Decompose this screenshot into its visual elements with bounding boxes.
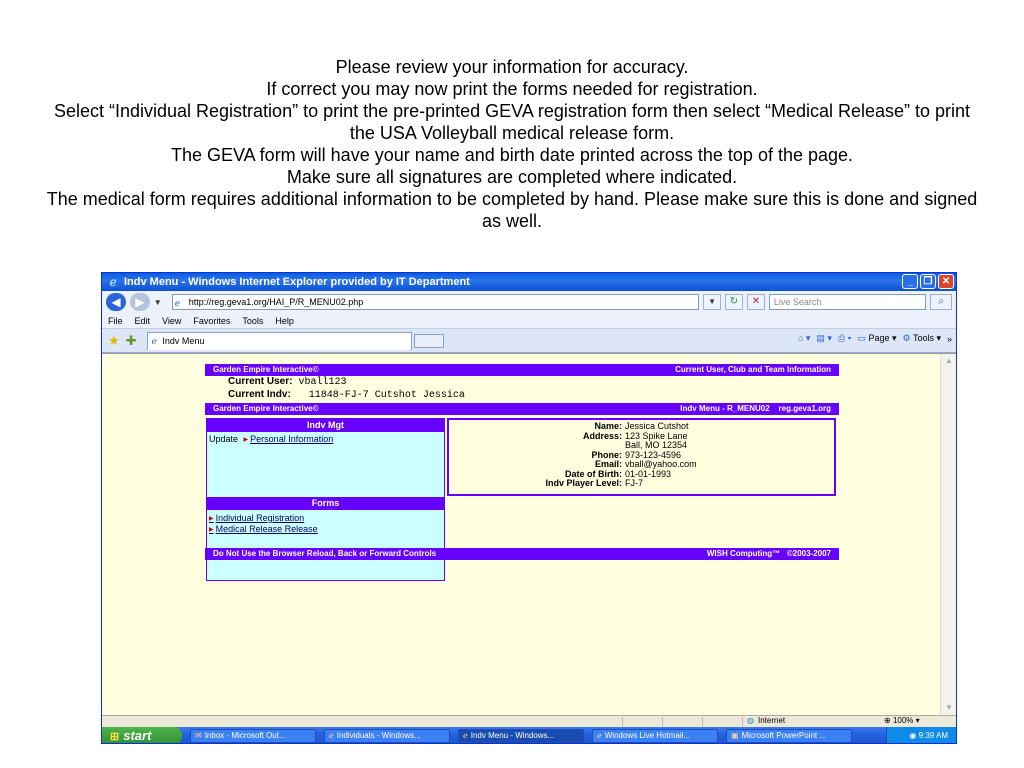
stop-button[interactable]: ✕ bbox=[747, 294, 765, 310]
menu-bar-left: Garden Empire Interactive© bbox=[213, 404, 319, 413]
taskbar-item-label: Inbox - Microsoft Out... bbox=[204, 731, 286, 740]
taskbar bbox=[102, 727, 956, 744]
address-label: Address: bbox=[582, 430, 622, 441]
favorites-star-icon[interactable]: ★ bbox=[108, 332, 120, 348]
ie-icon: ℯ bbox=[597, 731, 602, 740]
outlook-icon: ✉ bbox=[195, 731, 202, 740]
page-menu-icon: ▭ bbox=[857, 333, 866, 343]
footer-bar bbox=[205, 548, 839, 560]
individual-registration-link[interactable]: Individual Registration bbox=[215, 513, 305, 523]
feeds-icon[interactable]: ▤ ▾ bbox=[816, 333, 832, 343]
back-button[interactable]: ◀ bbox=[106, 293, 126, 311]
clock: 9:39 AM bbox=[918, 731, 948, 740]
taskbar-item-label: Individuals - Windows... bbox=[336, 731, 421, 740]
header-bar-right: Current User, Club and Team Information bbox=[675, 365, 831, 374]
minimize-button[interactable]: _ bbox=[902, 274, 918, 289]
search-placeholder: Live Search bbox=[773, 297, 822, 307]
tab-bar bbox=[102, 329, 956, 353]
phone-value: 973-123-4596 bbox=[625, 449, 682, 460]
taskbar-item-label: Windows Live Hotmail... bbox=[604, 731, 691, 740]
bullet-arrow-icon: ▶ bbox=[209, 516, 214, 522]
email-value: vball@yahoo.com bbox=[625, 459, 697, 469]
level-value: FJ-7 bbox=[625, 478, 643, 488]
menu-favorites[interactable]: Favorites bbox=[193, 315, 231, 326]
ie-icon: ℯ bbox=[109, 275, 117, 289]
instruction-line: Select “Individual Registration” to print the pre-printed GEVA registration form then select “Medical Release” to print the USA Volleyball medical release form. bbox=[53, 101, 971, 143]
indv-mgt-title: Indv Mgt bbox=[207, 419, 444, 432]
print-icon[interactable]: ⎙ ▾ bbox=[837, 333, 852, 343]
dob-value: 01-01-1993 bbox=[625, 468, 672, 479]
taskbar-item-label: Indv Menu - Windows... bbox=[470, 731, 555, 740]
current-user-value: vball123 bbox=[298, 377, 347, 388]
new-tab-button[interactable] bbox=[414, 334, 444, 348]
medical-release-row[interactable] bbox=[207, 524, 444, 535]
tab-page-icon: ℯ bbox=[151, 335, 157, 346]
zoom-control[interactable]: ⊕ 100% ▾ bbox=[884, 716, 920, 725]
individual-registration-row[interactable] bbox=[207, 513, 444, 524]
current-user-label: Current User: bbox=[228, 376, 293, 387]
menu-bar bbox=[102, 313, 956, 329]
forms-title: Forms bbox=[207, 497, 444, 510]
name-label: Name: bbox=[594, 421, 622, 431]
current-user-line bbox=[228, 376, 347, 388]
powerpoint-icon: ▣ bbox=[731, 731, 739, 740]
phone-label: Phone: bbox=[591, 449, 622, 460]
command-bar bbox=[798, 333, 952, 344]
taskbar-item-hotmail[interactable] bbox=[592, 729, 718, 743]
taskbar-item-individuals[interactable] bbox=[324, 729, 450, 743]
dob-label: Date of Birth: bbox=[565, 468, 622, 479]
maximize-button[interactable]: ❐ bbox=[920, 274, 936, 289]
current-indv-value: 11848-FJ-7 Cutshot Jessica bbox=[308, 390, 465, 401]
refresh-button[interactable]: ↻ bbox=[725, 294, 743, 310]
zoom-level: 100% bbox=[892, 716, 914, 725]
taskbar-item-outlook[interactable] bbox=[190, 729, 316, 743]
bullet-arrow-icon: ▶ bbox=[209, 527, 214, 533]
indv-info-table bbox=[449, 422, 697, 489]
address-row bbox=[102, 291, 956, 313]
zoom-icon: ⊕ bbox=[884, 716, 891, 725]
name-value: Jessica Cutshot bbox=[625, 421, 689, 431]
tray-icon[interactable]: ◉ bbox=[909, 731, 917, 740]
globe-icon: ◍ bbox=[747, 716, 754, 725]
update-row bbox=[207, 432, 444, 446]
windows-flag-icon: ⊞ bbox=[110, 731, 120, 743]
window-controls bbox=[902, 274, 954, 289]
taskbar-item-indv-menu[interactable] bbox=[458, 729, 584, 743]
level-label: Indv Player Level: bbox=[545, 478, 622, 488]
header-bar-left: Garden Empire Interactive© bbox=[213, 365, 319, 374]
address-dropdown-button[interactable]: ▼ bbox=[703, 294, 721, 310]
tools-menu-button[interactable]: ⚙ Tools ▾ bbox=[902, 333, 941, 343]
email-label: Email: bbox=[594, 459, 622, 469]
page-menu-label: Page bbox=[868, 333, 890, 343]
address-text: http://reg.geva1.org/HAI_P/R_MENU02.php bbox=[188, 297, 364, 307]
tools-menu-label: Tools bbox=[912, 333, 934, 343]
page-icon: ℯ bbox=[174, 298, 181, 308]
current-indv-label: Current Indv: bbox=[228, 389, 291, 400]
personal-information-link[interactable]: Personal Information bbox=[250, 434, 334, 444]
taskbar-item-powerpoint[interactable] bbox=[726, 729, 852, 743]
footer-bar-left: Do Not Use the Browser Reload, Back or Forward Controls bbox=[213, 549, 437, 558]
update-label: Update bbox=[209, 434, 239, 444]
ie-icon: ℯ bbox=[329, 731, 334, 740]
scroll-down-icon[interactable]: ▼ bbox=[945, 703, 953, 712]
window-title: Indv Menu - Windows Internet Explorer provided by IT Department bbox=[124, 276, 470, 288]
menu-tools[interactable]: Tools bbox=[242, 315, 264, 326]
menu-file[interactable]: File bbox=[108, 315, 123, 326]
instruction-line: The medical form requires additional information to be completed by hand. Please make sure this is done and signed as well. bbox=[46, 189, 978, 231]
tab-label: Indv Menu bbox=[162, 335, 205, 346]
ie-icon: ℯ bbox=[463, 731, 468, 740]
home-icon[interactable]: ⌂ ▾ bbox=[797, 333, 811, 343]
current-indv-line bbox=[228, 389, 465, 401]
page-menu-button[interactable]: ▭ Page ▾ bbox=[857, 333, 897, 343]
instruction-line: If correct you may now print the forms needed for registration. bbox=[266, 79, 758, 99]
footer-bar-right: WISH Computing™ ©2003-2007 bbox=[706, 549, 831, 558]
medical-release-link[interactable]: Medical Release Release bbox=[215, 524, 318, 534]
page-content bbox=[102, 353, 956, 715]
forward-button[interactable]: ▶ bbox=[130, 293, 150, 311]
add-favorites-icon[interactable]: ✚ bbox=[125, 332, 137, 348]
tab-indv-menu[interactable] bbox=[147, 332, 412, 350]
address-line2: Ball, MO 12354 bbox=[625, 440, 688, 450]
browser-window bbox=[101, 272, 957, 744]
close-button[interactable]: ✕ bbox=[938, 274, 954, 289]
security-zone bbox=[747, 716, 785, 725]
search-input[interactable] bbox=[769, 294, 926, 310]
forms-block bbox=[207, 497, 444, 535]
menu-view[interactable]: View bbox=[162, 315, 182, 326]
instruction-line: Make sure all signatures are completed where indicated. bbox=[286, 167, 738, 187]
start-button[interactable] bbox=[102, 727, 182, 744]
indv-info-panel bbox=[447, 418, 836, 496]
history-dropdown-icon[interactable]: ▼ bbox=[153, 297, 162, 307]
bullet-arrow-icon: ▶ bbox=[243, 437, 249, 443]
menu-bar-right: Indv Menu - R_MENU02 reg.geva1.org bbox=[680, 404, 831, 413]
scroll-up-icon[interactable]: ▲ bbox=[945, 356, 953, 365]
instruction-line: The GEVA form will have your name and birth date printed across the top of the page. bbox=[170, 145, 854, 165]
menu-info-bar bbox=[205, 403, 839, 415]
status-bar bbox=[102, 715, 956, 727]
slide-instructions bbox=[40, 56, 984, 232]
gear-icon: ⚙ bbox=[902, 333, 911, 343]
menu-edit[interactable]: Edit bbox=[134, 315, 151, 326]
address-bar[interactable] bbox=[172, 294, 699, 310]
vertical-scrollbar[interactable] bbox=[940, 354, 956, 715]
header-bar bbox=[205, 364, 839, 376]
taskbar-item-label: Microsoft PowerPoint ... bbox=[741, 731, 827, 740]
instruction-line: Please review your information for accuracy. bbox=[335, 57, 689, 77]
zone-label: Internet bbox=[757, 716, 786, 725]
menu-help[interactable]: Help bbox=[275, 315, 294, 326]
system-tray bbox=[886, 727, 956, 744]
address-line1: 123 Spike Lane bbox=[625, 430, 688, 441]
start-label: start bbox=[123, 728, 152, 743]
window-titlebar[interactable] bbox=[102, 273, 956, 291]
search-button[interactable]: ⌕ bbox=[930, 294, 952, 310]
chevron-more-icon[interactable]: » bbox=[946, 333, 952, 344]
